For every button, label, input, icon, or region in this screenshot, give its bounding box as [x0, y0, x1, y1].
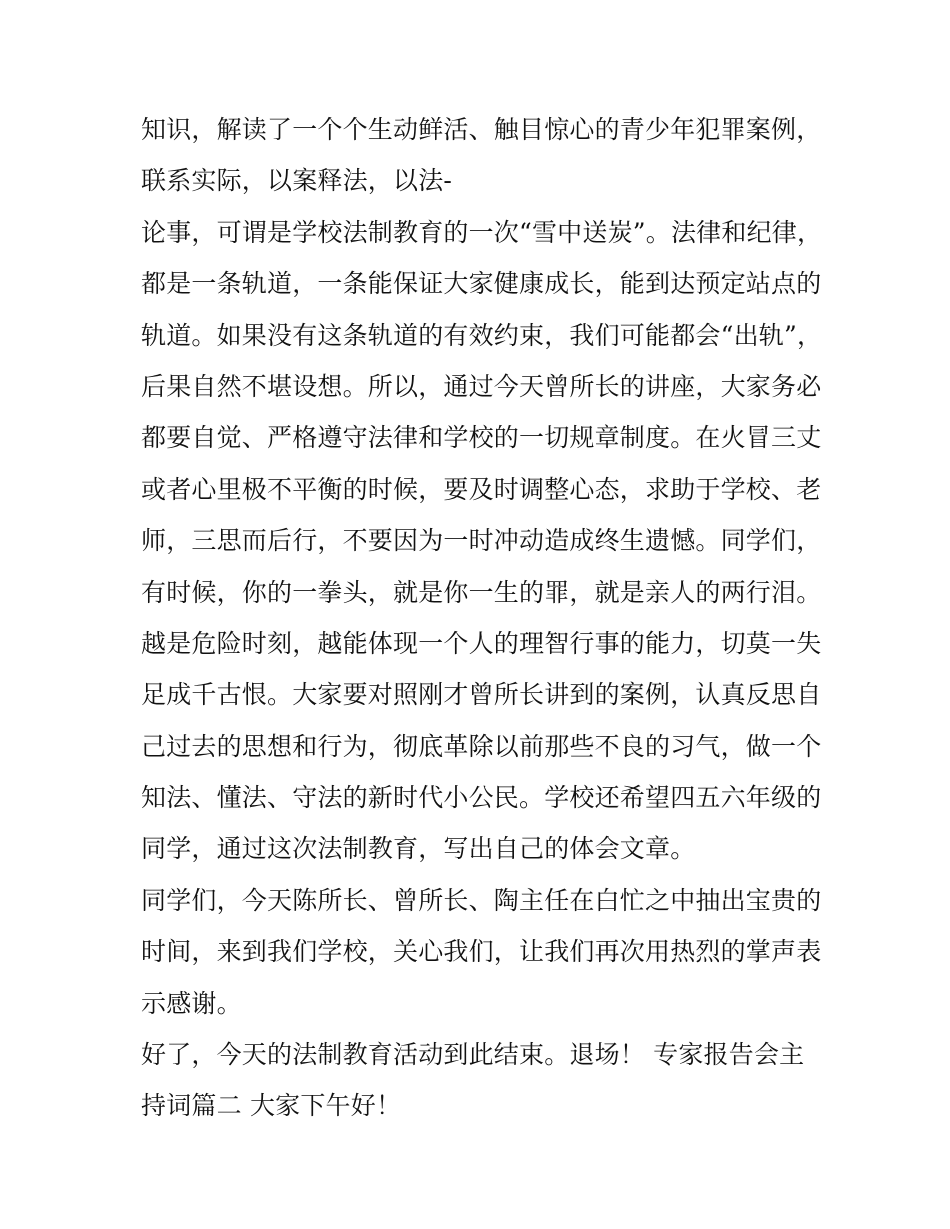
text-line: 时间，来到我们学校，关心我们，让我们再次用热烈的掌声表	[141, 937, 822, 967]
text-line: 同学，通过这次法制教育，写出自己的体会文章。	[141, 834, 696, 864]
text-line: 同学们，今天陈所长、曾所长、陶主任在白忙之中抽出宝贵的	[141, 885, 822, 915]
text-line: 师，三思而后行，不要因为一时冲动造成终生遗憾。同学们，	[141, 526, 822, 556]
text-line: 都是一条轨道，一条能保证大家健康成长，能到达预定站点的	[141, 269, 822, 299]
text-line: 联系实际，以案释法，以法-	[141, 166, 453, 196]
text-line: 足成千古恨。大家要对照刚才曾所长讲到的案例，认真反思自	[141, 680, 822, 710]
text-line: 好了，今天的法制教育活动到此结束。退场！ 专家报告会主	[141, 1040, 805, 1070]
text-line: 后果自然不堪设想。所以，通过今天曾所长的讲座，大家务必	[141, 371, 822, 401]
text-line: 己过去的思想和行为，彻底革除以前那些不良的习气，做一个	[141, 731, 822, 761]
text-line: 或者心里极不平衡的时候，要及时调整心态，求助于学校、老	[141, 474, 822, 504]
text-line: 知法、懂法、守法的新时代小公民。学校还希望四五六年级的	[141, 783, 822, 813]
text-line: 都要自觉、严格遵守法律和学校的一切规章制度。在火冒三丈	[141, 423, 822, 453]
text-line: 轨道。如果没有这条轨道的有效约束，我们可能都会“出轨”，	[141, 320, 823, 350]
text-line: 越是危险时刻，越能体现一个人的理智行事的能力，切莫一失	[141, 628, 822, 658]
text-line: 持词篇二 大家下午好！	[141, 1091, 402, 1121]
text-line: 论事，可谓是学校法制教育的一次“雪中送炭”。法律和纪律，	[141, 217, 823, 247]
text-line: 示感谢。	[141, 988, 242, 1018]
document-body	[141, 104, 831, 1132]
text-line: 知识，解读了一个个生动鲜活、触目惊心的青少年犯罪案例，	[141, 115, 822, 144]
text-line: 有时候，你的一拳头，就是你一生的罪，就是亲人的两行泪。	[141, 577, 822, 607]
